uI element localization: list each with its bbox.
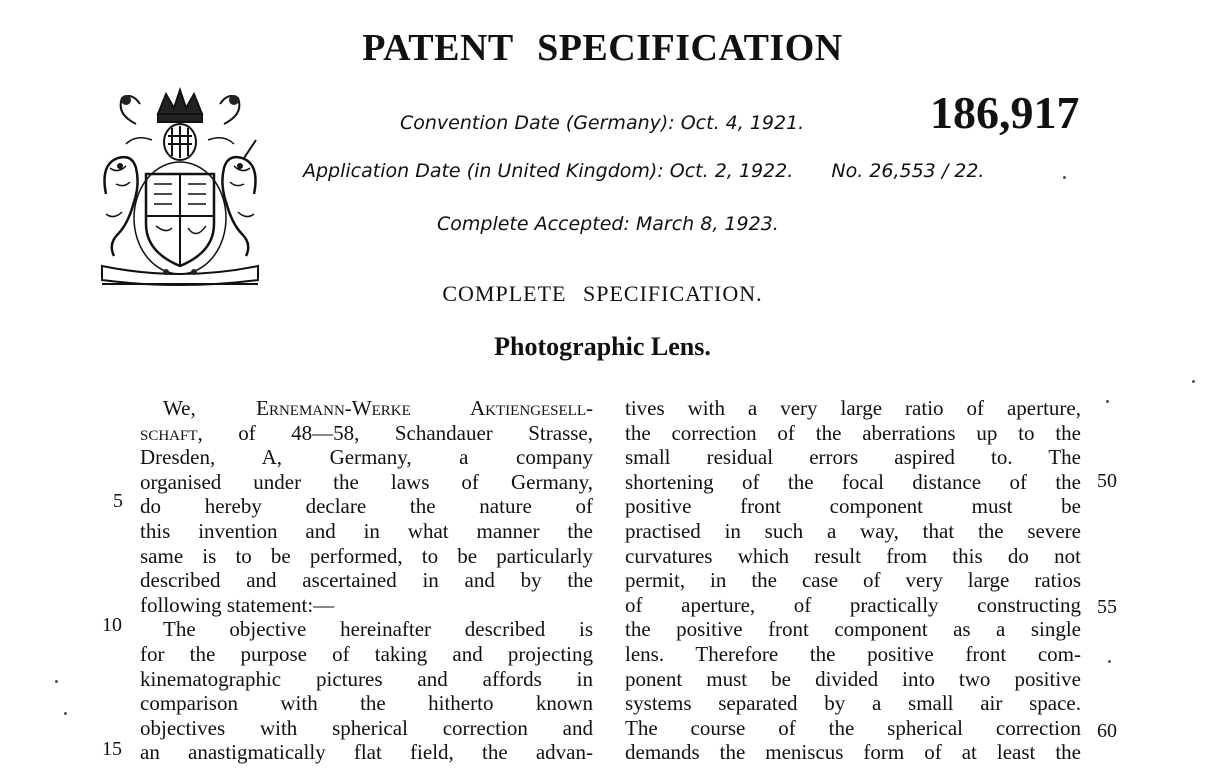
text-line: of aperture, of practically constructing [625,592,1081,617]
text-line: practised in such a way, that the severe [625,518,1081,543]
text-line: same is to be performed, to be particularly [140,543,593,568]
line-number-10: 10 [102,614,122,636]
company-name: Ernemann-Werke Aktiengesell- [256,396,593,420]
text-line: an anastigmatically flat field, the advan- [140,740,593,765]
text-line: tives with a very large ratio of aperture, [625,396,1081,420]
text-line: this invention and in what manner the [140,518,593,543]
text-line: organised under the laws of Germany, [140,469,593,494]
text-line: schaft, of 48—58, Schandauer Strasse, [140,420,593,445]
application-date: Application Date (in United Kingdom): Oct. 2, 1922. [303,160,794,182]
text-line: Dresden, A, Germany, a company [140,445,593,470]
complete-specification-heading: COMPLETE SPECIFICATION. [442,281,763,306]
scan-speck [64,712,67,715]
text-line: The course of the spherical correction [625,715,1081,740]
text-line: comparison with the hitherto known [140,691,593,716]
line-number-15: 15 [102,738,122,760]
line-number-60: 60 [1097,720,1117,742]
text-line: the correction of the aberrations up to the [625,420,1081,445]
text-line: described and ascertained in and by the [140,568,593,593]
text-line: systems separated by a small air space. [625,691,1081,716]
text-line: ponent must be divided into two positive [625,666,1081,691]
text-line: objectives with spherical correction and [140,715,593,740]
text-line: do hereby declare the nature of [140,494,593,519]
text-line: curvatures which result from this do not [625,543,1081,568]
scan-speck [1106,400,1109,403]
scan-speck [1108,660,1111,663]
scan-speck [1192,380,1195,383]
text-line: The objective hereinafter described is [163,617,593,642]
line-number-5: 5 [113,490,123,512]
text-line: kinematographic pictures and affords in [140,666,593,691]
scan-speck [1063,176,1066,179]
line-number-55: 55 [1097,596,1117,618]
subject-heading: Photographic Lens. [494,332,711,361]
royal-coat-of-arms-seal [96,84,264,288]
text-line: following statement:— [140,592,335,617]
text-line: demands the meniscus form of at least the [625,740,1081,765]
convention-date: Convention Date (Germany): Oct. 4, 1921. [400,112,805,134]
text-line [140,396,593,421]
left-column [140,396,593,765]
patent-number: 186,917 [930,87,1080,138]
text-line: permit, in the case of very large ratios [625,568,1081,593]
company-name: schaft [140,420,198,445]
complete-accepted-date: Complete Accepted: March 8, 1923. [437,213,779,235]
text-line: small residual errors aspired to. The [625,445,1081,470]
application-number: No. 26,553 / 22. [831,160,985,182]
text-line: positive front component must be [625,494,1081,519]
scan-speck [55,680,58,683]
right-column [625,396,1081,765]
text-line: shortening of the focal distance of the [625,469,1081,494]
text-line: lens. Therefore the positive front com- [625,641,1081,666]
document-title: PATENT SPECIFICATION [362,27,843,69]
line-number-50: 50 [1097,470,1117,492]
text-line: the positive front component as a single [625,617,1081,642]
text-line-content: We, Ernemann-Werke Aktiengesell- [163,396,593,420]
text-line: for the purpose of taking and projecting [140,641,593,666]
application-date-line [303,160,984,182]
